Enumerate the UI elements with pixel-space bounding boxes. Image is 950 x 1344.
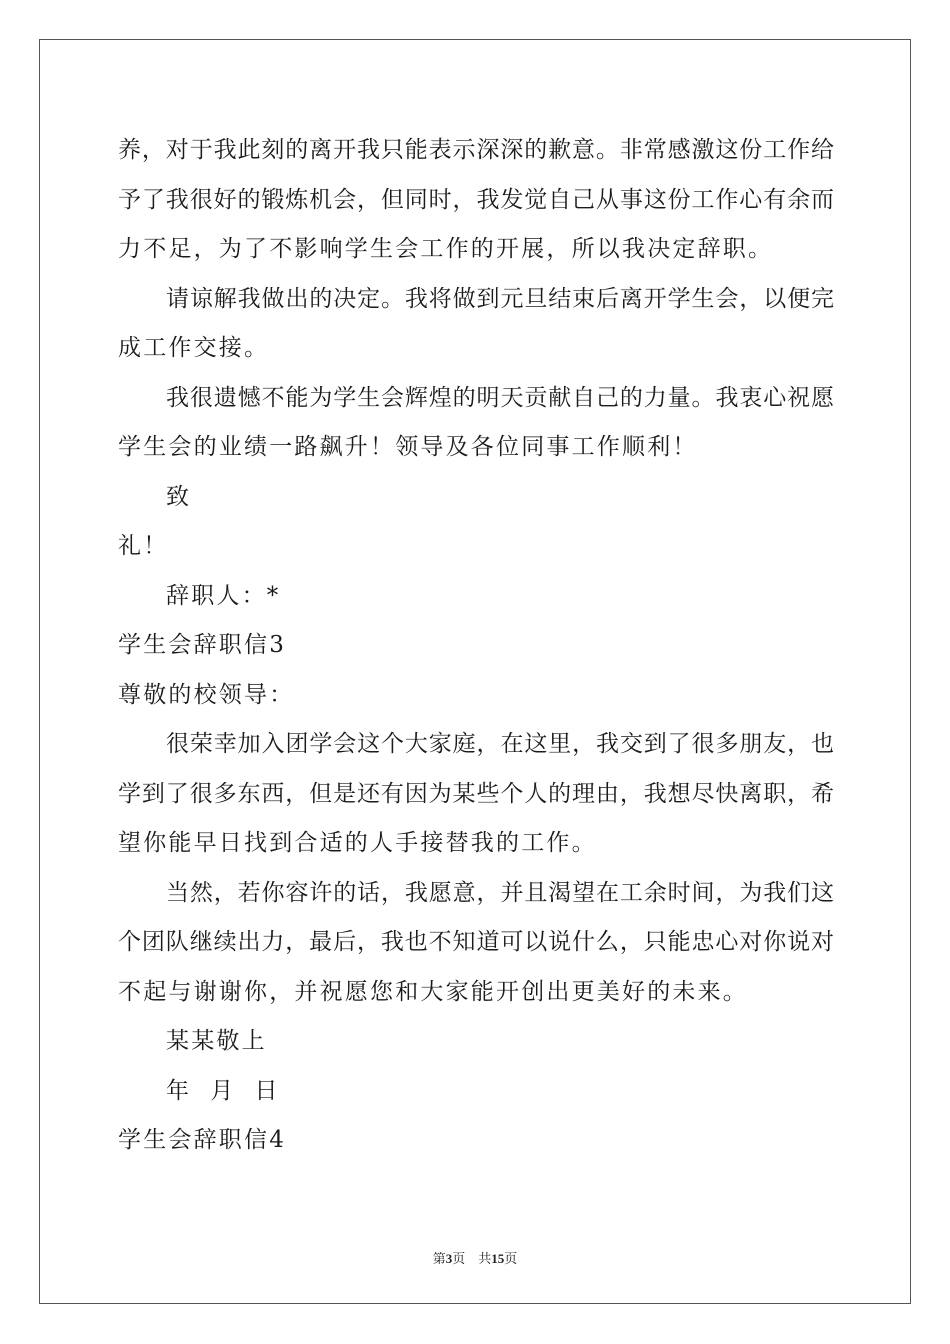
paragraph-line: 予了我很好的锻炼机会，但同时，我发觉自己从事这份工作心有余而 xyxy=(118,186,834,213)
total-pages: 15 xyxy=(491,1251,505,1266)
signature-line: 某某敬上 xyxy=(166,1028,267,1054)
section-heading: 学生会辞职信4 xyxy=(118,1127,287,1153)
paragraph-line: 学到了很多东西，但是还有因为某些个人的理由，我想尽快离职，希 xyxy=(118,780,834,807)
page-suffix: 页 xyxy=(452,1251,466,1266)
date-line: 年 月 日 xyxy=(166,1077,280,1104)
paragraph-line: 不起与谢谢你，并祝愿您和大家能开创出更美好的未来。 xyxy=(118,978,748,1005)
total-label: 共 xyxy=(478,1251,492,1266)
paragraph-line: 当然，若你容许的话，我愿意，并且渴望在工余时间，为我们这 xyxy=(166,879,834,906)
paragraph-line: 学生会的业绩一路飙升！领导及各位同事工作顺利！ xyxy=(118,434,698,460)
document-body xyxy=(118,126,834,1166)
page-number: 3 xyxy=(445,1251,453,1266)
page-label: 第 xyxy=(432,1251,446,1266)
total-suffix: 页 xyxy=(504,1251,518,1266)
section-heading: 学生会辞职信3 xyxy=(118,632,287,658)
paragraph-line: 请谅解我做出的决定。我将做到元旦结束后离开学生会，以便完 xyxy=(166,285,834,312)
page-footer xyxy=(0,1248,950,1267)
paragraph-line: 个团队继续出力，最后，我也不知道可以说什么，只能忠心对你说对 xyxy=(118,929,834,955)
paragraph-line: 成工作交接。 xyxy=(118,335,270,361)
signature-line: 辞职人：* xyxy=(166,582,281,609)
paragraph-line: 养，对于我此刻的离开我只能表示深深的歉意。非常感激这份工作给 xyxy=(118,137,834,163)
closing-regards: 礼！ xyxy=(118,533,169,559)
paragraph-line: 力不足，为了不影响学生会工作的开展，所以我决定辞职。 xyxy=(118,236,774,262)
letter-greeting: 尊敬的校领导： xyxy=(118,681,295,708)
paragraph-line: 望你能早日找到合适的人手接替我的工作。 xyxy=(118,830,597,856)
paragraph-line: 很荣幸加入团学会这个大家庭，在这里，我交到了很多朋友，也 xyxy=(166,731,834,757)
closing-salutation: 致 xyxy=(166,483,192,510)
paragraph-line: 我很遗憾不能为学生会辉煌的明天贡献自己的力量。我衷心祝愿 xyxy=(166,384,834,411)
